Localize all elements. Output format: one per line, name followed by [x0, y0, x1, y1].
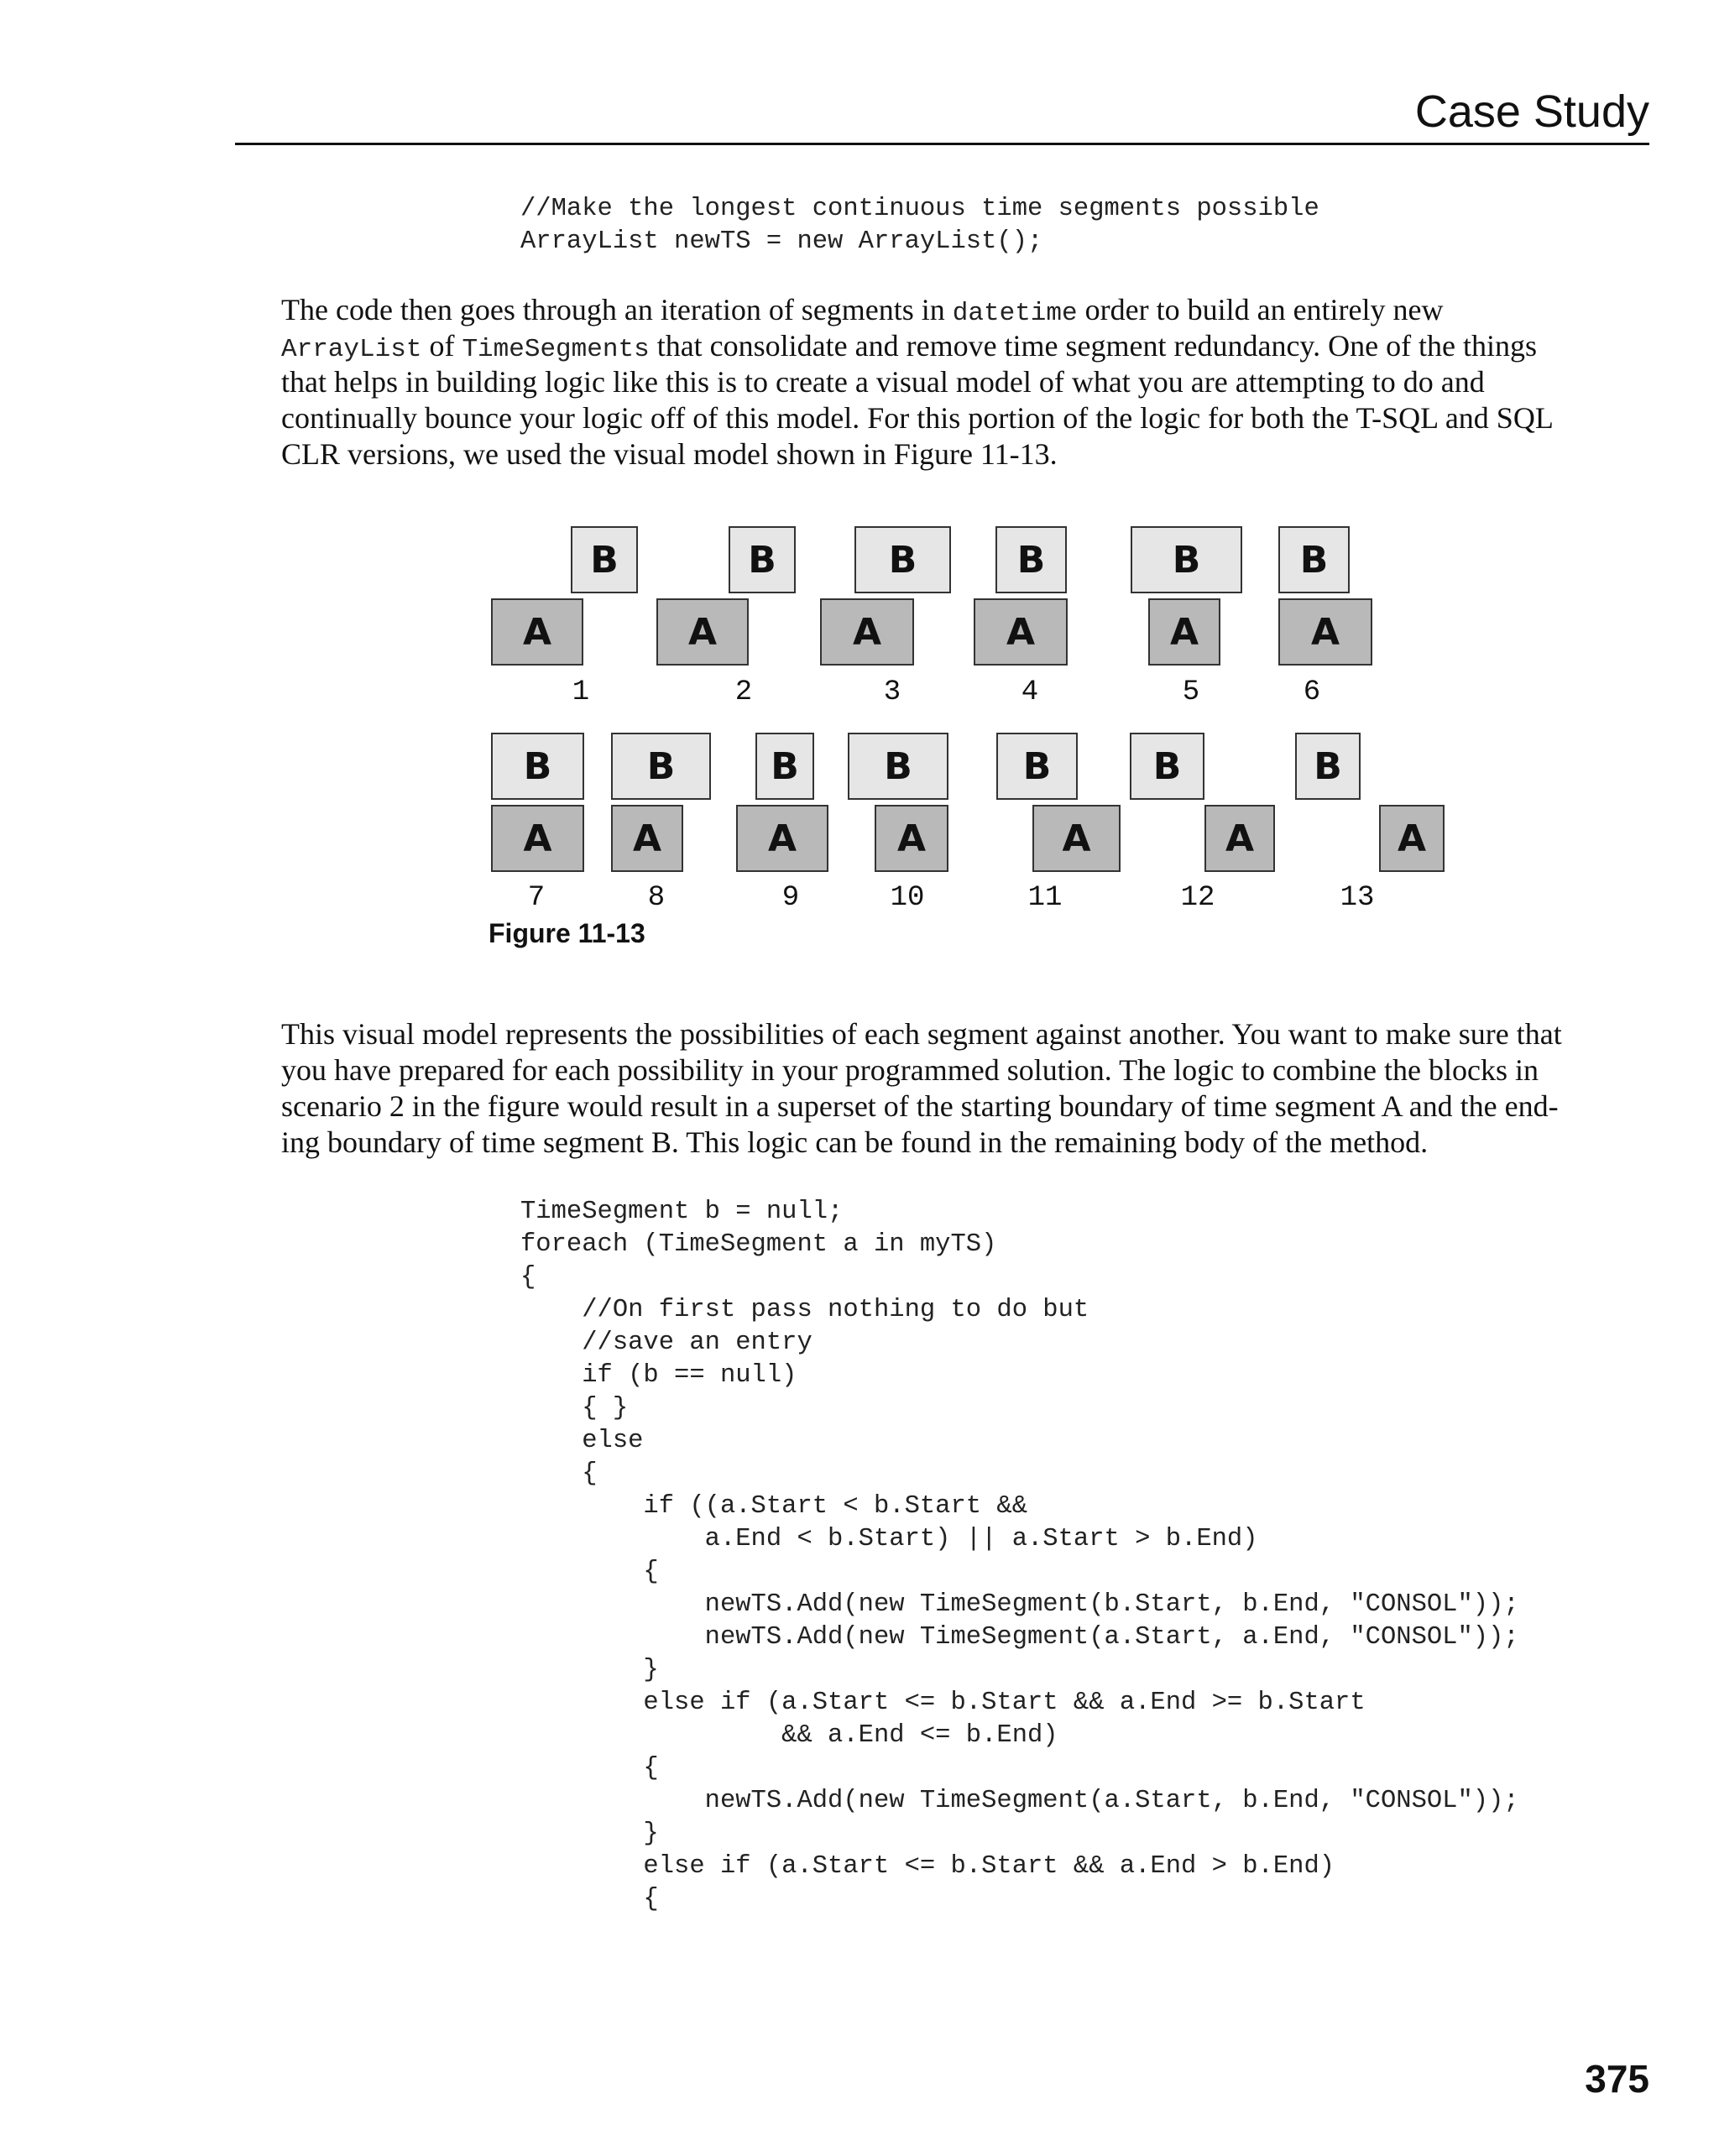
scenario-number: 9 — [781, 882, 800, 914]
segment-a-box: A — [491, 805, 584, 872]
text-run: continually bounce your logic off of this model. For this portion of the logic for both the T-SQL and SQL — [281, 401, 1554, 435]
text-line — [281, 328, 1649, 364]
segment-a-box: A — [820, 598, 914, 666]
scenario-number: 13 — [1340, 882, 1375, 914]
text-run: of — [421, 329, 462, 363]
segment-b-box: B — [729, 526, 796, 593]
code-line: { — [520, 1754, 659, 1783]
text-line — [281, 436, 1649, 472]
code-line: && a.End <= b.End) — [520, 1721, 1058, 1750]
text-run: you have prepared for each possibility in your programmed solution. The logic to combine the blocks in — [281, 1053, 1539, 1087]
text-line — [281, 1125, 1649, 1161]
segment-a-box: A — [1204, 805, 1275, 872]
code-line: a.End < b.Start) || a.Start > b.End) — [520, 1525, 1258, 1553]
segment-b-box: B — [571, 526, 638, 593]
segment-a-box: A — [491, 598, 583, 666]
inline-code: TimeSegments — [462, 335, 650, 364]
text-run: CLR versions, we used the visual model shown in Figure 11-13. — [281, 437, 1058, 471]
figure-caption: Figure 11-13 — [489, 918, 645, 948]
code-line: //Make the longest continuous time segments possible — [520, 195, 1319, 223]
code-block-1 — [520, 193, 1319, 258]
scenario-number: 6 — [1303, 676, 1321, 708]
scenario-number: 1 — [572, 676, 590, 708]
text-run: order to build an entirely new — [1077, 293, 1444, 326]
code-line: ArrayList newTS = new ArrayList(); — [520, 227, 1043, 256]
segment-a-box: A — [736, 805, 828, 872]
code-line: else if (a.Start <= b.Start && a.End >= b.Start — [520, 1689, 1366, 1717]
segment-b-box: B — [848, 733, 948, 800]
segment-b-box: B — [1295, 733, 1361, 800]
segment-a-box: A — [1379, 805, 1445, 872]
code-block-2 — [520, 1196, 1519, 1916]
text-line — [281, 292, 1649, 328]
code-line: newTS.Add(new TimeSegment(a.Start, a.End, "CONSOL")); — [520, 1623, 1519, 1652]
code-line: { — [520, 1263, 536, 1292]
scenario-number: 12 — [1180, 882, 1215, 914]
text-run: The code then goes through an iteration of segments in — [281, 293, 953, 326]
scenario-number: 3 — [883, 676, 901, 708]
code-line: { — [520, 1459, 598, 1488]
scenario-number: 4 — [1021, 676, 1039, 708]
code-line: //save an entry — [520, 1329, 812, 1357]
segment-a-box: A — [1278, 598, 1372, 666]
text-run: scenario 2 in the figure would result in a superset of the starting boundary of time segment A and the end- — [281, 1089, 1559, 1123]
code-line: { — [520, 1885, 659, 1913]
scenario-number: 11 — [1027, 882, 1063, 914]
paragraph-1 — [281, 292, 1649, 472]
scenario-number: 7 — [527, 882, 546, 914]
scenario-number: 10 — [890, 882, 925, 914]
code-line: newTS.Add(new TimeSegment(b.Start, b.End, "CONSOL")); — [520, 1590, 1519, 1619]
text-line — [281, 1052, 1649, 1088]
code-line: if ((a.Start < b.Start && — [520, 1492, 1027, 1521]
segment-b-box: B — [995, 526, 1067, 593]
segment-b-box: B — [854, 526, 951, 593]
code-line: { — [520, 1558, 659, 1586]
scenario-number: 2 — [734, 676, 753, 708]
code-line: else — [520, 1427, 644, 1455]
text-run: that helps in building logic like this is to create a visual model of what you are attempting to do and — [281, 365, 1485, 399]
code-line: } — [520, 1819, 659, 1848]
text-line — [281, 400, 1649, 436]
page-number: 375 — [1585, 2057, 1649, 2101]
segment-b-box: B — [491, 733, 584, 800]
text-run: This visual model represents the possibilities of each segment against another. You want to make sure that — [281, 1017, 1562, 1051]
segment-a-box: A — [1148, 598, 1220, 666]
segment-b-box: B — [1131, 526, 1242, 593]
segment-a-box: A — [656, 598, 749, 666]
code-line: else if (a.Start <= b.Start && a.End > b.End) — [520, 1852, 1335, 1881]
segment-b-box: B — [1278, 526, 1350, 593]
code-line: foreach (TimeSegment a in myTS) — [520, 1230, 997, 1259]
segment-b-box: B — [611, 733, 711, 800]
text-line — [281, 1016, 1649, 1052]
code-line: if (b == null) — [520, 1361, 797, 1390]
code-line: TimeSegment b = null; — [520, 1198, 844, 1226]
text-run: that consolidate and remove time segment redundancy. One of the things — [649, 329, 1538, 363]
text-line — [281, 1088, 1649, 1125]
code-line: //On first pass nothing to do but — [520, 1296, 1089, 1324]
segment-b-box: B — [1130, 733, 1204, 800]
inline-code: ArrayList — [281, 335, 422, 364]
scenario-number: 5 — [1182, 676, 1200, 708]
running-head: Case Study — [1414, 86, 1649, 137]
code-line: } — [520, 1656, 659, 1684]
paragraph-2 — [281, 1016, 1649, 1161]
code-line: newTS.Add(new TimeSegment(a.Start, b.End, "CONSOL")); — [520, 1787, 1519, 1815]
inline-code: datetime — [952, 299, 1078, 328]
segment-b-box: B — [996, 733, 1078, 800]
segment-a-box: A — [875, 805, 948, 872]
scenario-number: 8 — [647, 882, 666, 914]
code-line: { } — [520, 1394, 629, 1423]
segment-a-box: A — [974, 598, 1068, 666]
header-rule — [235, 143, 1649, 145]
text-run: ing boundary of time segment B. This logic can be found in the remaining body of the method. — [281, 1125, 1429, 1159]
segment-a-box: A — [1032, 805, 1121, 872]
segment-b-box: B — [755, 733, 814, 800]
text-line — [281, 364, 1649, 400]
segment-a-box: A — [611, 805, 683, 872]
